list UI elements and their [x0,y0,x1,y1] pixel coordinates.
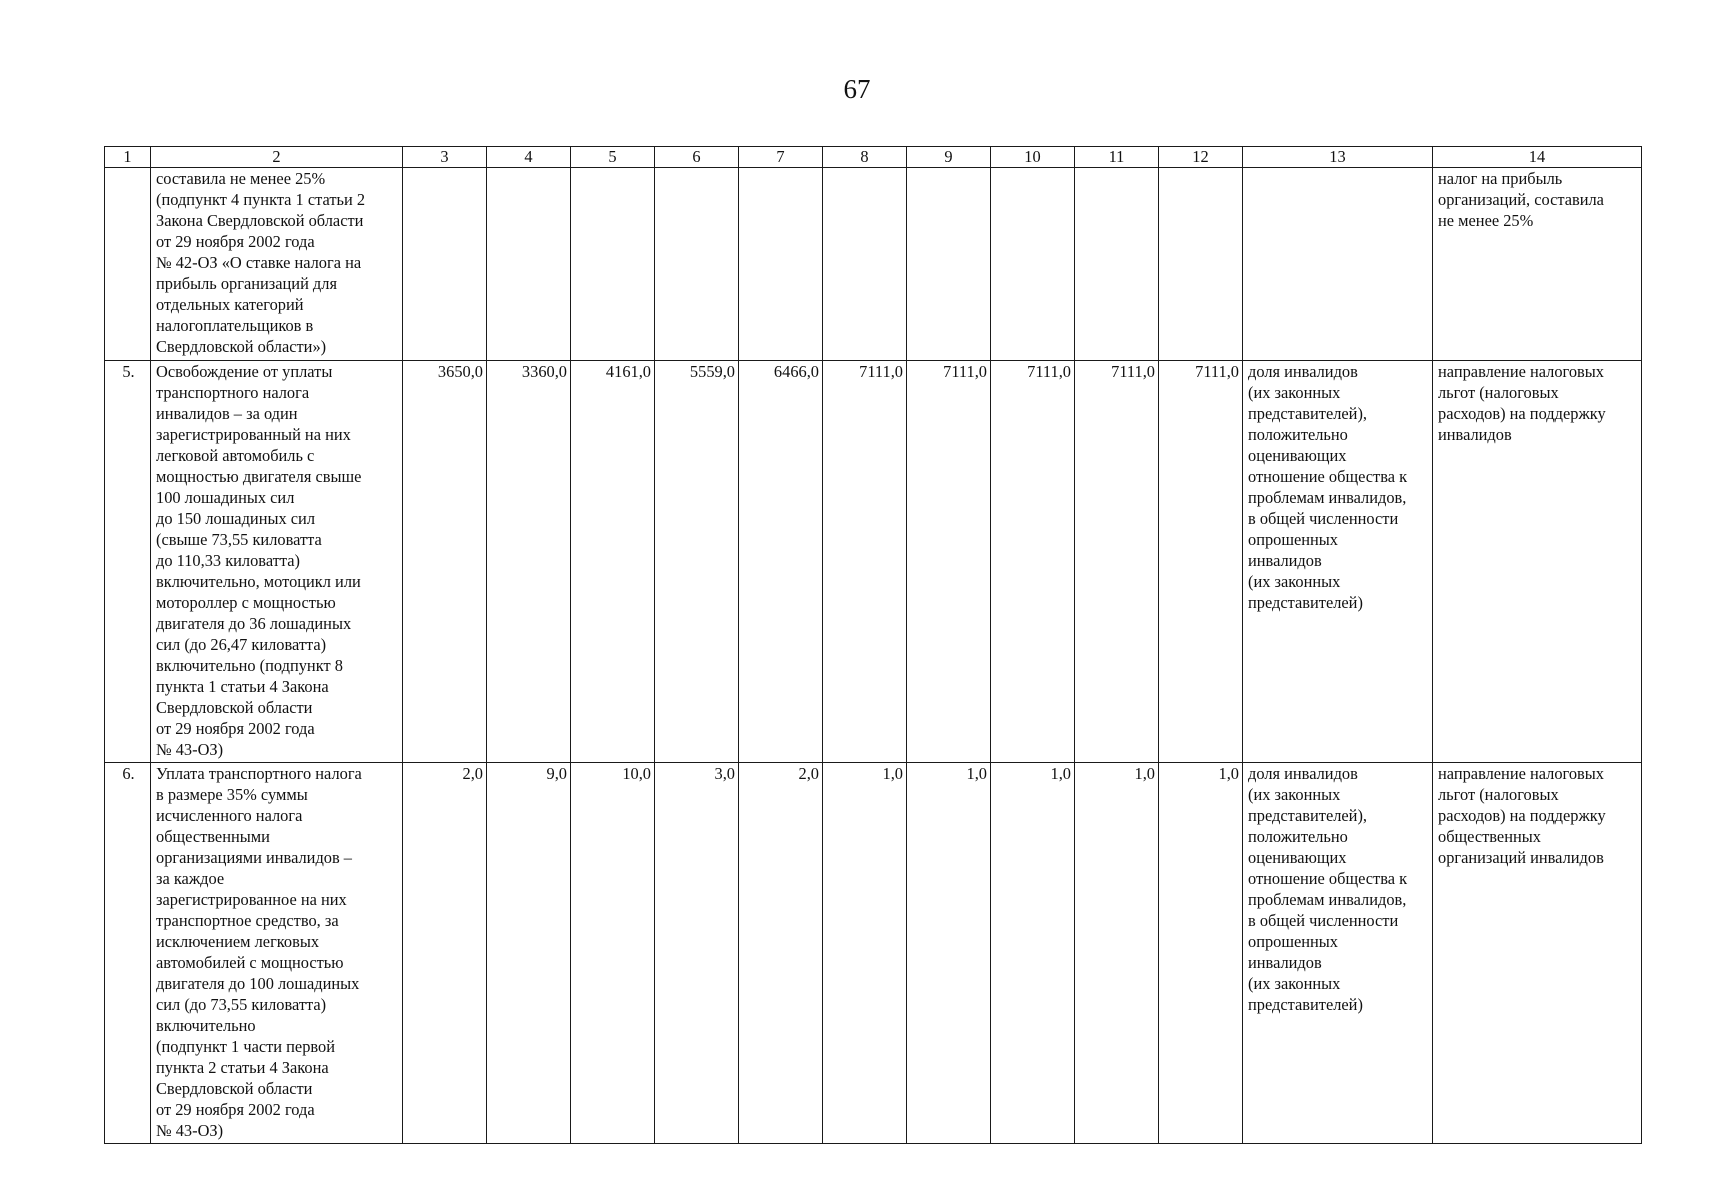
value-cell: 1,0 [1159,763,1243,1144]
purpose-cell: направление налоговых льгот (налоговых расходов) на поддержку инвалидов [1433,361,1642,763]
header-cell: 7 [739,147,823,168]
value-cell [655,168,739,361]
value-cell [991,168,1075,361]
value-cell [571,168,655,361]
value-cell: 5559,0 [655,361,739,763]
value-cell: 7111,0 [991,361,1075,763]
value-cell: 6466,0 [739,361,823,763]
value-cell: 7111,0 [907,361,991,763]
page-number: 67 [843,74,871,104]
row-number: 5. [105,361,151,763]
table-row [105,361,1642,763]
indicator-cell [1243,168,1433,361]
indicator-cell: доля инвалидов (их законных представителей), положительно оценивающих отношение общества к проблемам инвалидов, в общей численности опрошенных инвалидов (их законных представителей) [1243,361,1433,763]
value-cell: 1,0 [907,763,991,1144]
value-cell: 3,0 [655,763,739,1144]
value-cell: 1,0 [991,763,1075,1144]
row-number [105,168,151,361]
tax-benefits-table [104,146,1642,1144]
value-cell [487,168,571,361]
value-cell [739,168,823,361]
header-cell: 12 [1159,147,1243,168]
header-row [105,147,1642,168]
value-cell: 2,0 [739,763,823,1144]
table-row [105,763,1642,1144]
value-cell: 3650,0 [403,361,487,763]
header-cell: 3 [403,147,487,168]
header-cell: 2 [151,147,403,168]
header-cell: 1 [105,147,151,168]
benefit-description: составила не менее 25% (подпункт 4 пункта 1 статьи 2 Закона Свердловской области от 29 ноября 2002 года № 42-ОЗ «О ставке налога на прибыль организаций для отдельных категорий налогоплательщиков в Свердловской области») [151,168,403,361]
value-cell: 2,0 [403,763,487,1144]
benefit-description: Освобождение от уплаты транспортного налога инвалидов – за один зарегистрированный на них легковой автомобиль с мощностью двигателя свыше 100 лошадиных сил до 150 лошадиных сил (свыше 73,55 киловатта до 110,33 киловатта) включительно, мотоцикл или мотороллер с мощностью двигателя до 36 лошадиных сил (до 26,47 киловатта) включительно (подпункт 8 пункта 1 статьи 4 Закона Свердловской области от 29 ноября 2002 года № 43-ОЗ) [151,361,403,763]
value-cell [823,168,907,361]
value-cell: 7111,0 [1159,361,1243,763]
value-cell [403,168,487,361]
indicator-cell: доля инвалидов (их законных представителей), положительно оценивающих отношение общества к проблемам инвалидов, в общей численности опрошенных инвалидов (их законных представителей) [1243,763,1433,1144]
benefit-description: Уплата транспортного налога в размере 35% суммы исчисленного налога общественными организациями инвалидов – за каждое зарегистрированное на них транспортное средство, за исключением легковых автомобилей с мощностью двигателя до 100 лошадиных сил (до 73,55 киловатта) включительно (подпункт 1 части первой пункта 2 статьи 4 Закона Свердловской области от 29 ноября 2002 года № 43-ОЗ) [151,763,403,1144]
value-cell: 7111,0 [1075,361,1159,763]
value-cell: 7111,0 [823,361,907,763]
value-cell: 9,0 [487,763,571,1144]
header-cell: 4 [487,147,571,168]
value-cell: 1,0 [823,763,907,1144]
header-cell: 6 [655,147,739,168]
value-cell [1159,168,1243,361]
purpose-cell: направление налоговых льгот (налоговых расходов) на поддержку общественных организаций инвалидов [1433,763,1642,1144]
value-cell: 10,0 [571,763,655,1144]
header-cell: 11 [1075,147,1159,168]
table-row [105,168,1642,361]
row-number: 6. [105,763,151,1144]
header-cell: 8 [823,147,907,168]
value-cell [1075,168,1159,361]
value-cell: 4161,0 [571,361,655,763]
header-cell: 5 [571,147,655,168]
header-cell: 10 [991,147,1075,168]
header-cell: 9 [907,147,991,168]
header-cell: 14 [1433,147,1642,168]
value-cell: 3360,0 [487,361,571,763]
value-cell: 1,0 [1075,763,1159,1144]
value-cell [907,168,991,361]
header-cell: 13 [1243,147,1433,168]
purpose-cell: налог на прибыль организаций, составила не менее 25% [1433,168,1642,361]
